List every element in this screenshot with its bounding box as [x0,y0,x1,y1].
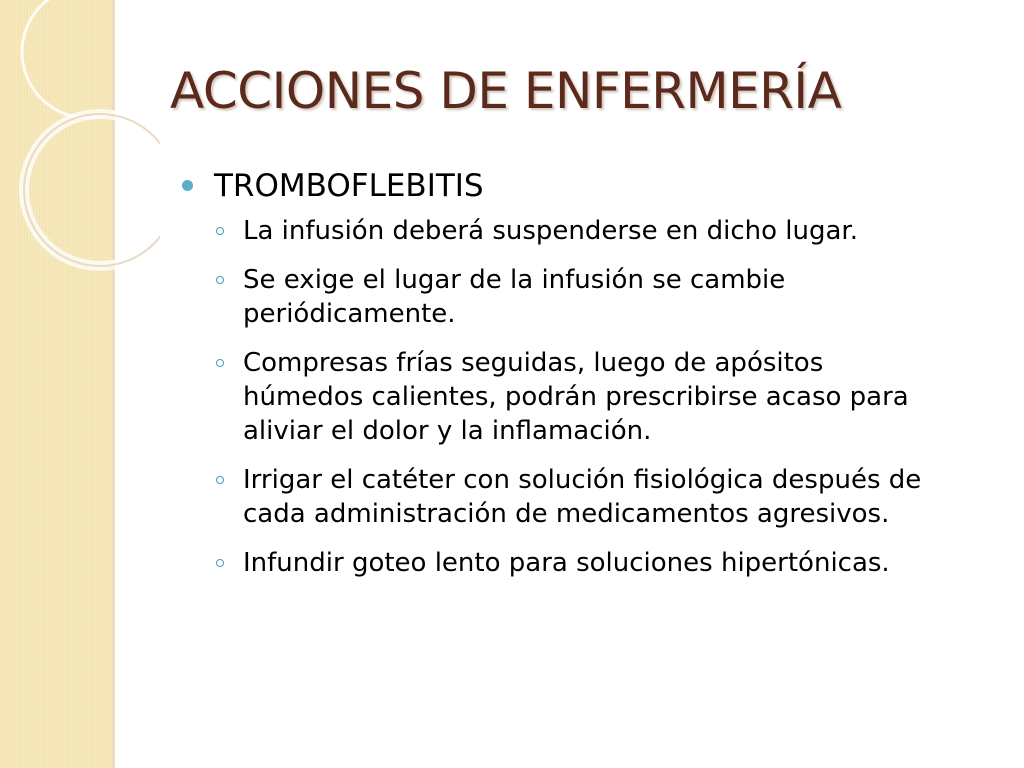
list-item [180,263,933,331]
list-item-text: Irrigar el catéter con solución fisiológica después de cada administración de medicamentos agresivos. [243,465,922,529]
slide-content [180,166,1000,595]
main-bullet-label: TROMBOFLEBITIS [214,168,484,204]
list-item [180,546,933,580]
bullet-dot-icon [182,180,193,191]
list-item-text: Infundir goteo lento para soluciones hipertónicas. [243,548,890,578]
bullet-ring-icon [216,227,224,235]
bullet-ring-icon [216,476,224,484]
list-item-text: Se exige el lugar de la infusión se cambie periódicamente. [243,265,786,329]
bullet-ring-icon [216,359,224,367]
sub-bullet-list [180,214,1000,580]
list-item-text: La infusión deberá suspenderse en dicho lugar. [243,216,858,246]
slide-title: ACCIONES DE ENFERMERÍA [170,62,842,120]
bullet-ring-icon [216,559,224,567]
list-item [180,346,933,448]
decorative-circles-icon [0,0,160,300]
list-item-text: Compresas frías seguidas, luego de apósitos húmedos calientes, podrán prescribirse acaso para aliviar el dolor y la inflamación. [243,348,909,446]
bullet-ring-icon [216,276,224,284]
list-item [180,214,933,248]
main-bullet [180,166,1000,206]
list-item [180,463,933,531]
